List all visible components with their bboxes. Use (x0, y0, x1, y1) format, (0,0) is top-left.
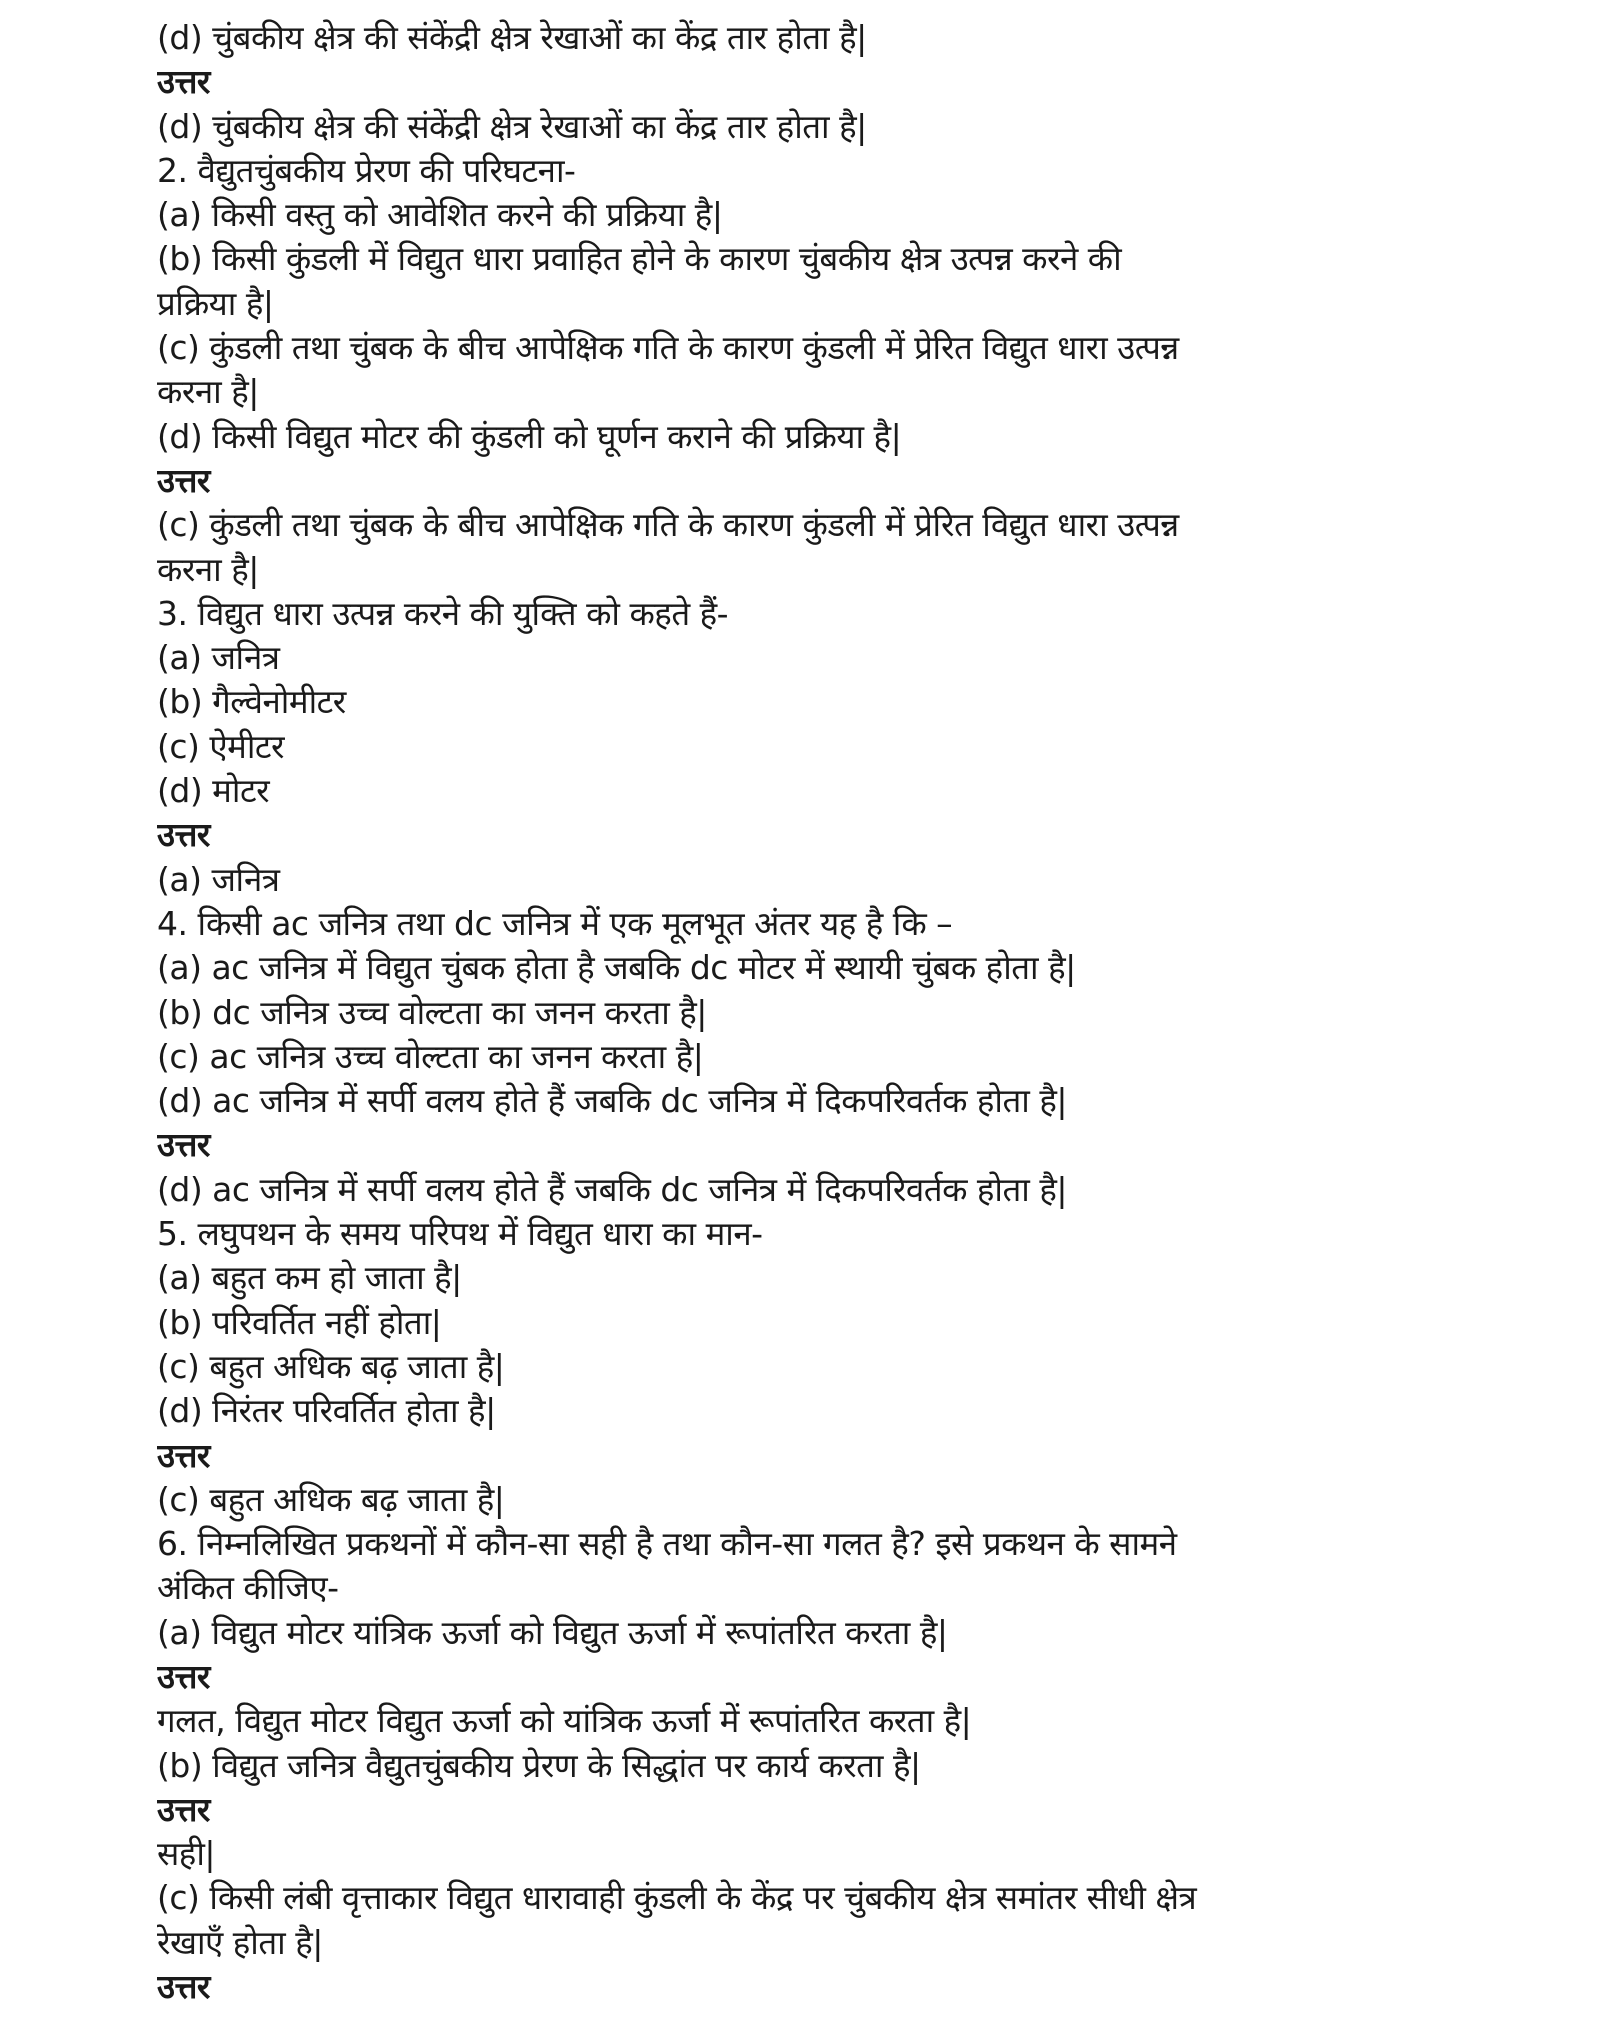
text-line: (d) निरंतर परिवर्तित होता है| (157, 1391, 496, 1431)
answer-heading: उत्तर (157, 460, 210, 500)
text-line: 4. किसी ac जनित्र तथा dc जनित्र में एक मूलभूत अंतर यह है कि – (157, 903, 953, 943)
answer-heading: उत्तर (157, 1125, 210, 1165)
text-line: रेखाएँ होता है| (157, 1922, 323, 1962)
text-line: (b) dc जनित्र उच्च वोल्टता का जनन करता है| (157, 992, 707, 1032)
text-line: 5. लघुपथन के समय परिपथ में विद्युत धारा का मान- (157, 1214, 763, 1254)
text-line: करना है| (157, 549, 259, 589)
answer-heading: उत्तर (157, 1967, 210, 2007)
text-line: (c) कुंडली तथा चुंबक के बीच आपेक्षिक गति के कारण कुंडली में प्रेरित विद्युत धारा उत्पन्न (157, 328, 1179, 368)
text-line: अंकित कीजिए- (157, 1568, 339, 1608)
text-line: (c) ऐमीटर (157, 726, 285, 766)
text-line: (c) ac जनित्र उच्च वोल्टता का जनन करता है| (157, 1036, 704, 1076)
text-line: (d) मोटर (157, 771, 270, 811)
text-line: सही| (157, 1834, 215, 1874)
text-line: (a) बहुत कम हो जाता है| (157, 1258, 462, 1298)
text-line: 6. निम्नलिखित प्रकथनों में कौन-सा सही है तथा कौन-सा गलत है? इसे प्रकथन के सामने (157, 1524, 1177, 1564)
text-line: करना है| (157, 372, 259, 412)
answer-heading: उत्तर (157, 815, 210, 855)
text-line: (a) ac जनित्र में विद्युत चुंबक होता है जबकि dc मोटर में स्थायी चुंबक होता है| (157, 948, 1076, 988)
text-line: (d) चुंबकीय क्षेत्र की संकेंद्री क्षेत्र रेखाओं का केंद्र तार होता है| (157, 18, 867, 57)
text-line: (a) किसी वस्तु को आवेशित करने की प्रक्रिया है| (157, 195, 723, 235)
text-line: प्रक्रिया है| (157, 283, 274, 323)
text-line: (b) परिवर्तित नहीं होता| (157, 1302, 442, 1342)
text-line: (a) जनित्र (157, 638, 280, 678)
text-line: (b) गैल्वेनोमीटर (157, 682, 346, 722)
text-line: (d) ac जनित्र में सर्पी वलय होते हैं जबकि dc जनित्र में दिकपरिवर्तक होता है| (157, 1081, 1067, 1121)
text-line: 3. विद्युत धारा उत्पन्न करने की युक्ति को कहते हैं- (157, 593, 729, 633)
text-line: (d) चुंबकीय क्षेत्र की संकेंद्री क्षेत्र रेखाओं का केंद्र तार होता है| (157, 106, 867, 146)
text-line: (d) किसी विद्युत मोटर की कुंडली को घूर्णन कराने की प्रक्रिया है| (157, 416, 902, 456)
text-line: गलत, विद्युत मोटर विद्युत ऊर्जा को यांत्रिक ऊर्जा में रूपांतरित करता है| (157, 1701, 972, 1741)
text-line: (c) बहुत अधिक बढ़ जाता है| (157, 1346, 505, 1386)
answer-heading: उत्तर (157, 1789, 210, 1829)
text-line: (b) किसी कुंडली में विद्युत धारा प्रवाहित होने के कारण चुंबकीय क्षेत्र उत्पन्न करने की (157, 239, 1122, 279)
text-line: 2. वैद्युतचुंबकीय प्रेरण की परिघटना- (157, 150, 576, 190)
text-line: (b) विद्युत जनित्र वैद्युतचुंबकीय प्रेरण के सिद्धांत पर कार्य करता है| (157, 1745, 921, 1785)
answer-heading: उत्तर (157, 1656, 210, 1696)
answer-heading: उत्तर (157, 62, 210, 102)
text-line: (d) ac जनित्र में सर्पी वलय होते हैं जबकि dc जनित्र में दिकपरिवर्तक होता है| (157, 1169, 1067, 1209)
text-line: (c) किसी लंबी वृत्ताकार विद्युत धारावाही कुंडली के केंद्र पर चुंबकीय क्षेत्र समांतर सीधी क्षेत्र (157, 1878, 1197, 1918)
text-line: (a) विद्युत मोटर यांत्रिक ऊर्जा को विद्युत ऊर्जा में रूपांतरित करता है| (157, 1612, 948, 1652)
answer-heading: उत्तर (157, 1435, 210, 1475)
text-line: (a) जनित्र (157, 859, 280, 899)
text-line: (c) कुंडली तथा चुंबक के बीच आपेक्षिक गति के कारण कुंडली में प्रेरित विद्युत धारा उत्पन्न (157, 505, 1179, 545)
text-line: (c) बहुत अधिक बढ़ जाता है| (157, 1479, 505, 1519)
